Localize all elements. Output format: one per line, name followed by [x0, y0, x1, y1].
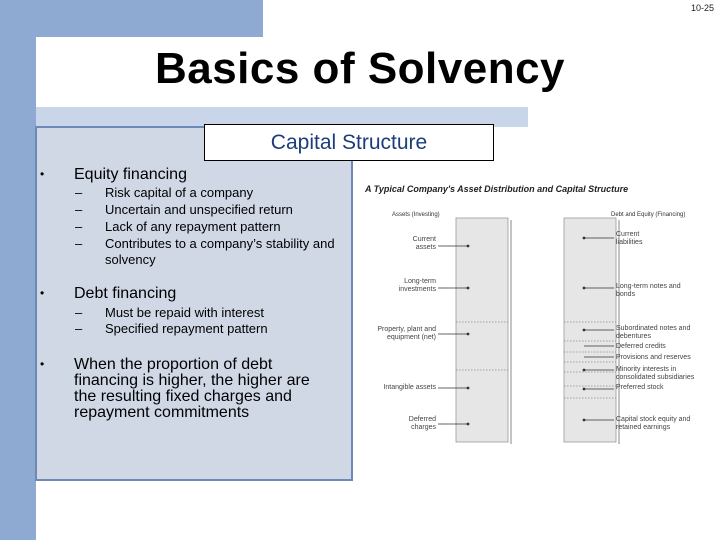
financing-label: Current liabilities	[616, 231, 643, 246]
financing-label: Provisions and reserves	[616, 354, 691, 361]
financing-label: Capital stock equity and retained earnings	[616, 416, 691, 431]
financing-label: Long-term notes and bonds	[616, 283, 681, 298]
asset-label: Long-term investments	[398, 278, 436, 293]
asset-label: Deferred charges	[408, 416, 436, 431]
bullet-text: When the proportion of debt financing is higher, the higher are the resulting fixed charges and repayment commitments	[74, 356, 310, 421]
bullet-icon: •	[40, 286, 45, 300]
asset-label: Intangible assets	[383, 384, 436, 391]
bullet-text: Debt financing	[74, 285, 177, 302]
slide-title: Basics of Solvency	[154, 44, 566, 93]
financing-label: Deferred credits	[616, 343, 666, 350]
subitem-text: Must be repaid with interest	[105, 305, 264, 320]
subitem-text: Lack of any repayment pattern	[105, 219, 281, 234]
slide-number: 10-25	[690, 3, 714, 13]
subitem-text: Uncertain and unspecified return	[105, 202, 293, 217]
bullet-icon: •	[40, 167, 45, 181]
subitem-text: Contributes to a company’s stability and solvency	[105, 236, 335, 267]
figure-title: A Typical Company's Asset Distribution and Capital Structure	[365, 184, 629, 194]
financing-label: Subordinated notes and debentures	[616, 325, 691, 340]
bullet-icon: •	[40, 357, 45, 371]
subitem-text: Specified repayment pattern	[105, 321, 268, 336]
financing-header: Debt and Equity (Financing)	[611, 212, 686, 218]
financing-label: Minority interests in consolidated subsidiaries	[616, 366, 695, 381]
bullet-text: Equity financing	[74, 166, 187, 183]
assets-header: Assets (Investing)	[392, 212, 440, 218]
financing-label: Preferred stock	[616, 384, 664, 391]
subitem-text: Risk capital of a company	[105, 185, 254, 200]
asset-label: Property, plant and equipment (net)	[377, 326, 436, 341]
subtitle-box: Capital Structure	[204, 124, 494, 161]
asset-label: Current assets	[412, 236, 436, 251]
